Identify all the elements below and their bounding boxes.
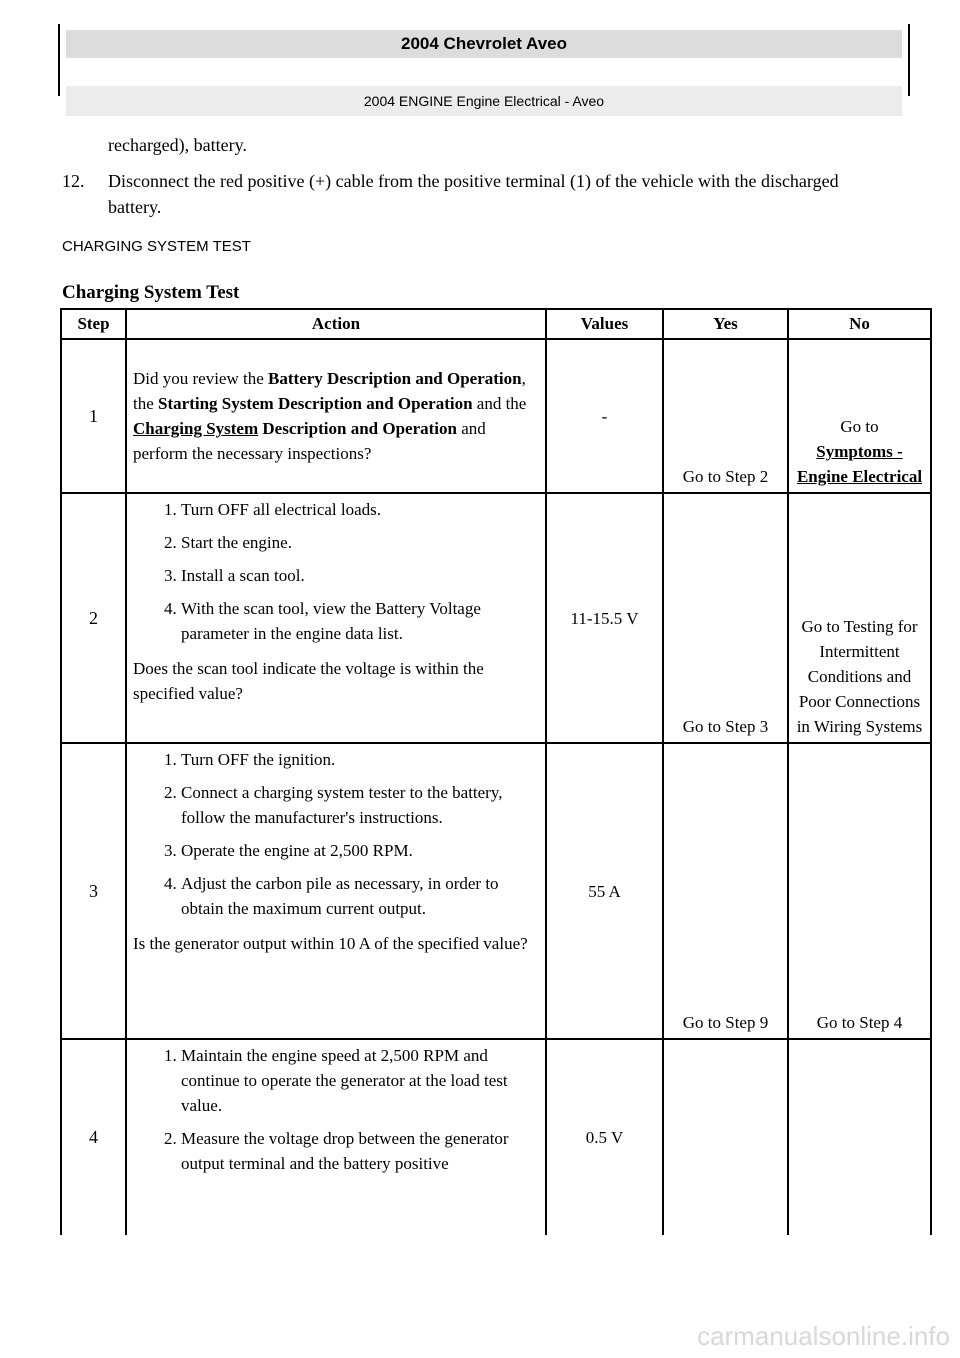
- table-row: [61, 743, 931, 1039]
- action-cell: [126, 743, 546, 1039]
- no-text: Go to: [840, 417, 879, 436]
- no-cell: [788, 339, 931, 493]
- header-action: Action: [126, 309, 546, 339]
- action-question: Is the generator output within 10 A of the specified value?: [133, 934, 528, 953]
- no-cell: [788, 1039, 931, 1235]
- value-cell: -: [546, 339, 663, 493]
- step-number: 4: [61, 1039, 126, 1235]
- list-item: 3. Operate the engine at 2,500 RPM.: [181, 838, 539, 863]
- list-item: 2. Connect a charging system tester to the battery, follow the manufacturer's instructions.: [181, 780, 539, 830]
- value-cell: 55 A: [546, 743, 663, 1039]
- list-item: 3. Install a scan tool.: [181, 563, 539, 588]
- list-item: 4. Adjust the carbon pile as necessary, in order to obtain the maximum current output.: [181, 871, 539, 921]
- value-cell: 0.5 V: [546, 1039, 663, 1235]
- action-list: [133, 497, 539, 646]
- action-text: and the: [472, 394, 527, 413]
- no-cell[interactable]: Go to Testing for Intermittent Conditions and Poor Connections in Wiring Systems: [788, 493, 931, 743]
- watermark: carmanualsonline.info: [697, 1321, 950, 1351]
- symptoms-link[interactable]: Symptoms - Engine Electrical: [796, 442, 923, 486]
- header-step: Step: [61, 309, 126, 339]
- document-subtitle: 2004 ENGINE Engine Electrical - Aveo: [66, 86, 902, 116]
- continued-text: recharged), battery.: [108, 135, 247, 155]
- step-number: 1: [61, 339, 126, 493]
- battery-description-ref: Battery Description and Operation: [268, 369, 522, 388]
- document-header: [58, 24, 910, 109]
- action-text: Did you review the: [133, 369, 269, 388]
- action-list: [133, 1043, 539, 1176]
- document-title: 2004 Chevrolet Aveo: [66, 30, 902, 58]
- yes-cell: Go to Step 9: [663, 743, 788, 1039]
- list-item: 1. Maintain the engine speed at 2,500 RPM and continue to operate the generator at the load test value.: [181, 1043, 539, 1118]
- action-cell: [126, 1039, 546, 1235]
- action-list: [133, 747, 539, 921]
- action-text: , the: [133, 369, 526, 413]
- step-number: 3: [61, 743, 126, 1039]
- section-heading: CHARGING SYSTEM TEST: [62, 238, 251, 255]
- header-yes: Yes: [663, 309, 788, 339]
- step-12: [62, 168, 892, 220]
- yes-cell: Go to Step 2: [663, 339, 788, 493]
- table-row: [61, 339, 931, 493]
- action-text: and perform the necessary inspections?: [133, 419, 486, 463]
- header-no: No: [788, 309, 931, 339]
- yes-cell: Go to Step 3: [663, 493, 788, 743]
- list-item: 2. Start the engine.: [181, 530, 539, 555]
- list-item: 1. Turn OFF all electrical loads.: [181, 497, 539, 522]
- table-title: Charging System Test: [62, 282, 240, 303]
- yes-cell: [663, 1039, 788, 1235]
- charging-system-link[interactable]: Charging System: [133, 419, 259, 438]
- no-cell: Go to Step 4: [788, 743, 931, 1039]
- step-12-number: 12.: [62, 171, 85, 191]
- description-operation-ref: Description and Operation: [262, 419, 457, 438]
- action-cell: [126, 493, 546, 743]
- table-row: [61, 493, 931, 743]
- value-cell: 11-15.5 V: [546, 493, 663, 743]
- table-header-row: [61, 309, 931, 339]
- step-number: 2: [61, 493, 126, 743]
- starting-system-link[interactable]: Starting System Description and Operation: [158, 394, 473, 413]
- table-row: [61, 1039, 931, 1235]
- header-values: Values: [546, 309, 663, 339]
- list-item: 1. Turn OFF the ignition.: [181, 747, 539, 772]
- action-question: Does the scan tool indicate the voltage is within the specified value?: [133, 659, 484, 703]
- step-12-text: Disconnect the red positive (+) cable from the positive terminal (1) of the vehicle with the discharged battery.: [108, 171, 839, 217]
- list-item: 4. With the scan tool, view the Battery Voltage parameter in the engine data list.: [181, 596, 539, 646]
- list-item: 2. Measure the voltage drop between the generator output terminal and the battery positive: [181, 1126, 539, 1176]
- action-cell: [126, 339, 546, 493]
- charging-system-test-table: [60, 308, 932, 1235]
